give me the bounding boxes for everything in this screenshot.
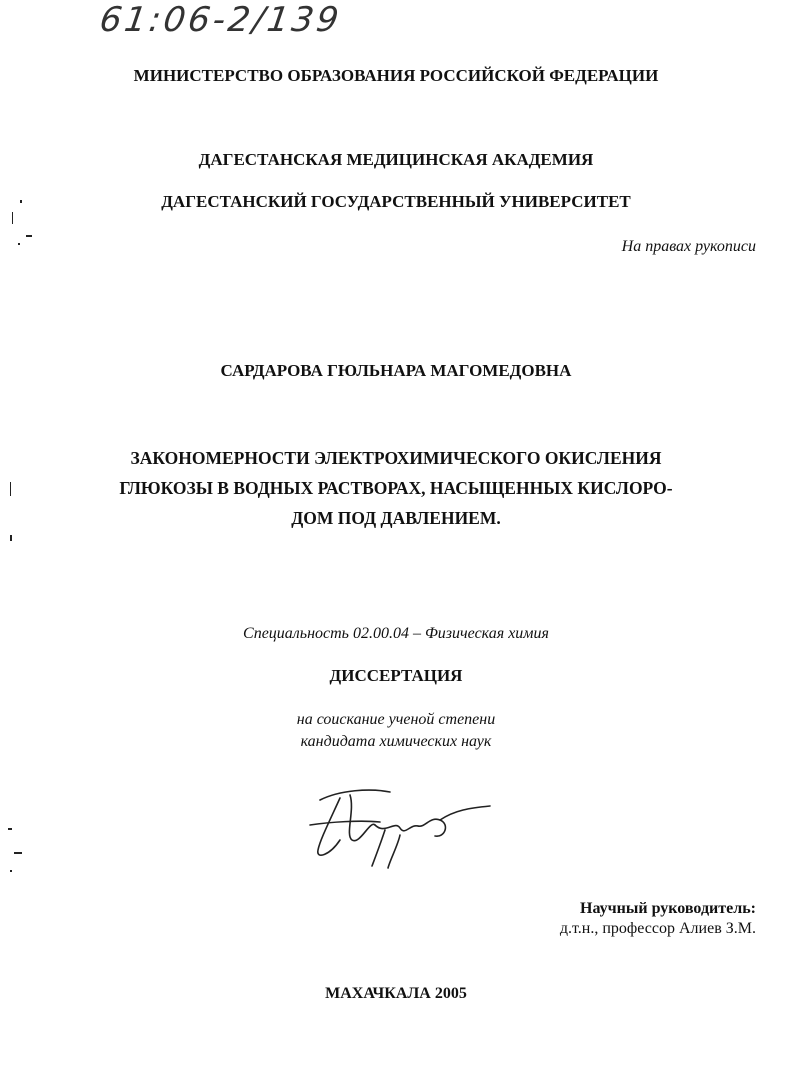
- institution-1: ДАГЕСТАНСКАЯ МЕДИЦИНСКАЯ АКАДЕМИЯ: [198, 150, 594, 169]
- author-name: САРДАРОВА ГЮЛЬНАРА МАГОМЕДОВНА: [220, 361, 572, 380]
- ministry-heading: МИНИСТЕРСТВО ОБРАЗОВАНИЯ РОССИЙСКОЙ ФЕДЕРАЦИИ: [133, 66, 659, 85]
- scan-speck: [10, 870, 12, 872]
- scan-speck: [12, 212, 13, 224]
- archive-number: 61:06-2/139: [97, 0, 345, 40]
- degree-line: кандидата химических наук: [300, 733, 492, 750]
- city-year: МАХАЧКАЛА 2005: [325, 985, 467, 1002]
- title-line: ГЛЮКОЗЫ В ВОДНЫХ РАСТВОРАХ, НАСЫЩЕННЫХ КИСЛОРО-: [119, 478, 673, 498]
- supervisor-name: д.т.н., профессор Алиев З.М.: [559, 920, 756, 937]
- supervisor-label: Научный руководитель:: [580, 900, 756, 917]
- scan-speck: [8, 828, 12, 830]
- specialty: Специальность 02.00.04 – Физическая химия: [243, 625, 549, 642]
- scan-speck: [26, 235, 32, 237]
- manuscript-note: На правах рукописи: [621, 238, 756, 255]
- scan-speck: [20, 200, 22, 203]
- document-type: ДИССЕРТАЦИЯ: [329, 666, 463, 685]
- institution-2: ДАГЕСТАНСКИЙ ГОСУДАРСТВЕННЫЙ УНИВЕРСИТЕТ: [161, 192, 631, 211]
- degree-line: на соискание ученой степени: [296, 711, 496, 728]
- scan-speck: [14, 852, 22, 854]
- scan-speck: [10, 482, 11, 496]
- degree-statement: [0, 709, 792, 753]
- signature: [300, 780, 500, 870]
- title-line: ДОМ ПОД ДАВЛЕНИЕМ.: [291, 508, 501, 528]
- dissertation-title: [0, 443, 792, 533]
- scan-speck: [10, 535, 12, 541]
- scan-speck: [18, 243, 20, 245]
- title-line: ЗАКОНОМЕРНОСТИ ЭЛЕКТРОХИМИЧЕСКОГО ОКИСЛЕНИЯ: [130, 448, 662, 468]
